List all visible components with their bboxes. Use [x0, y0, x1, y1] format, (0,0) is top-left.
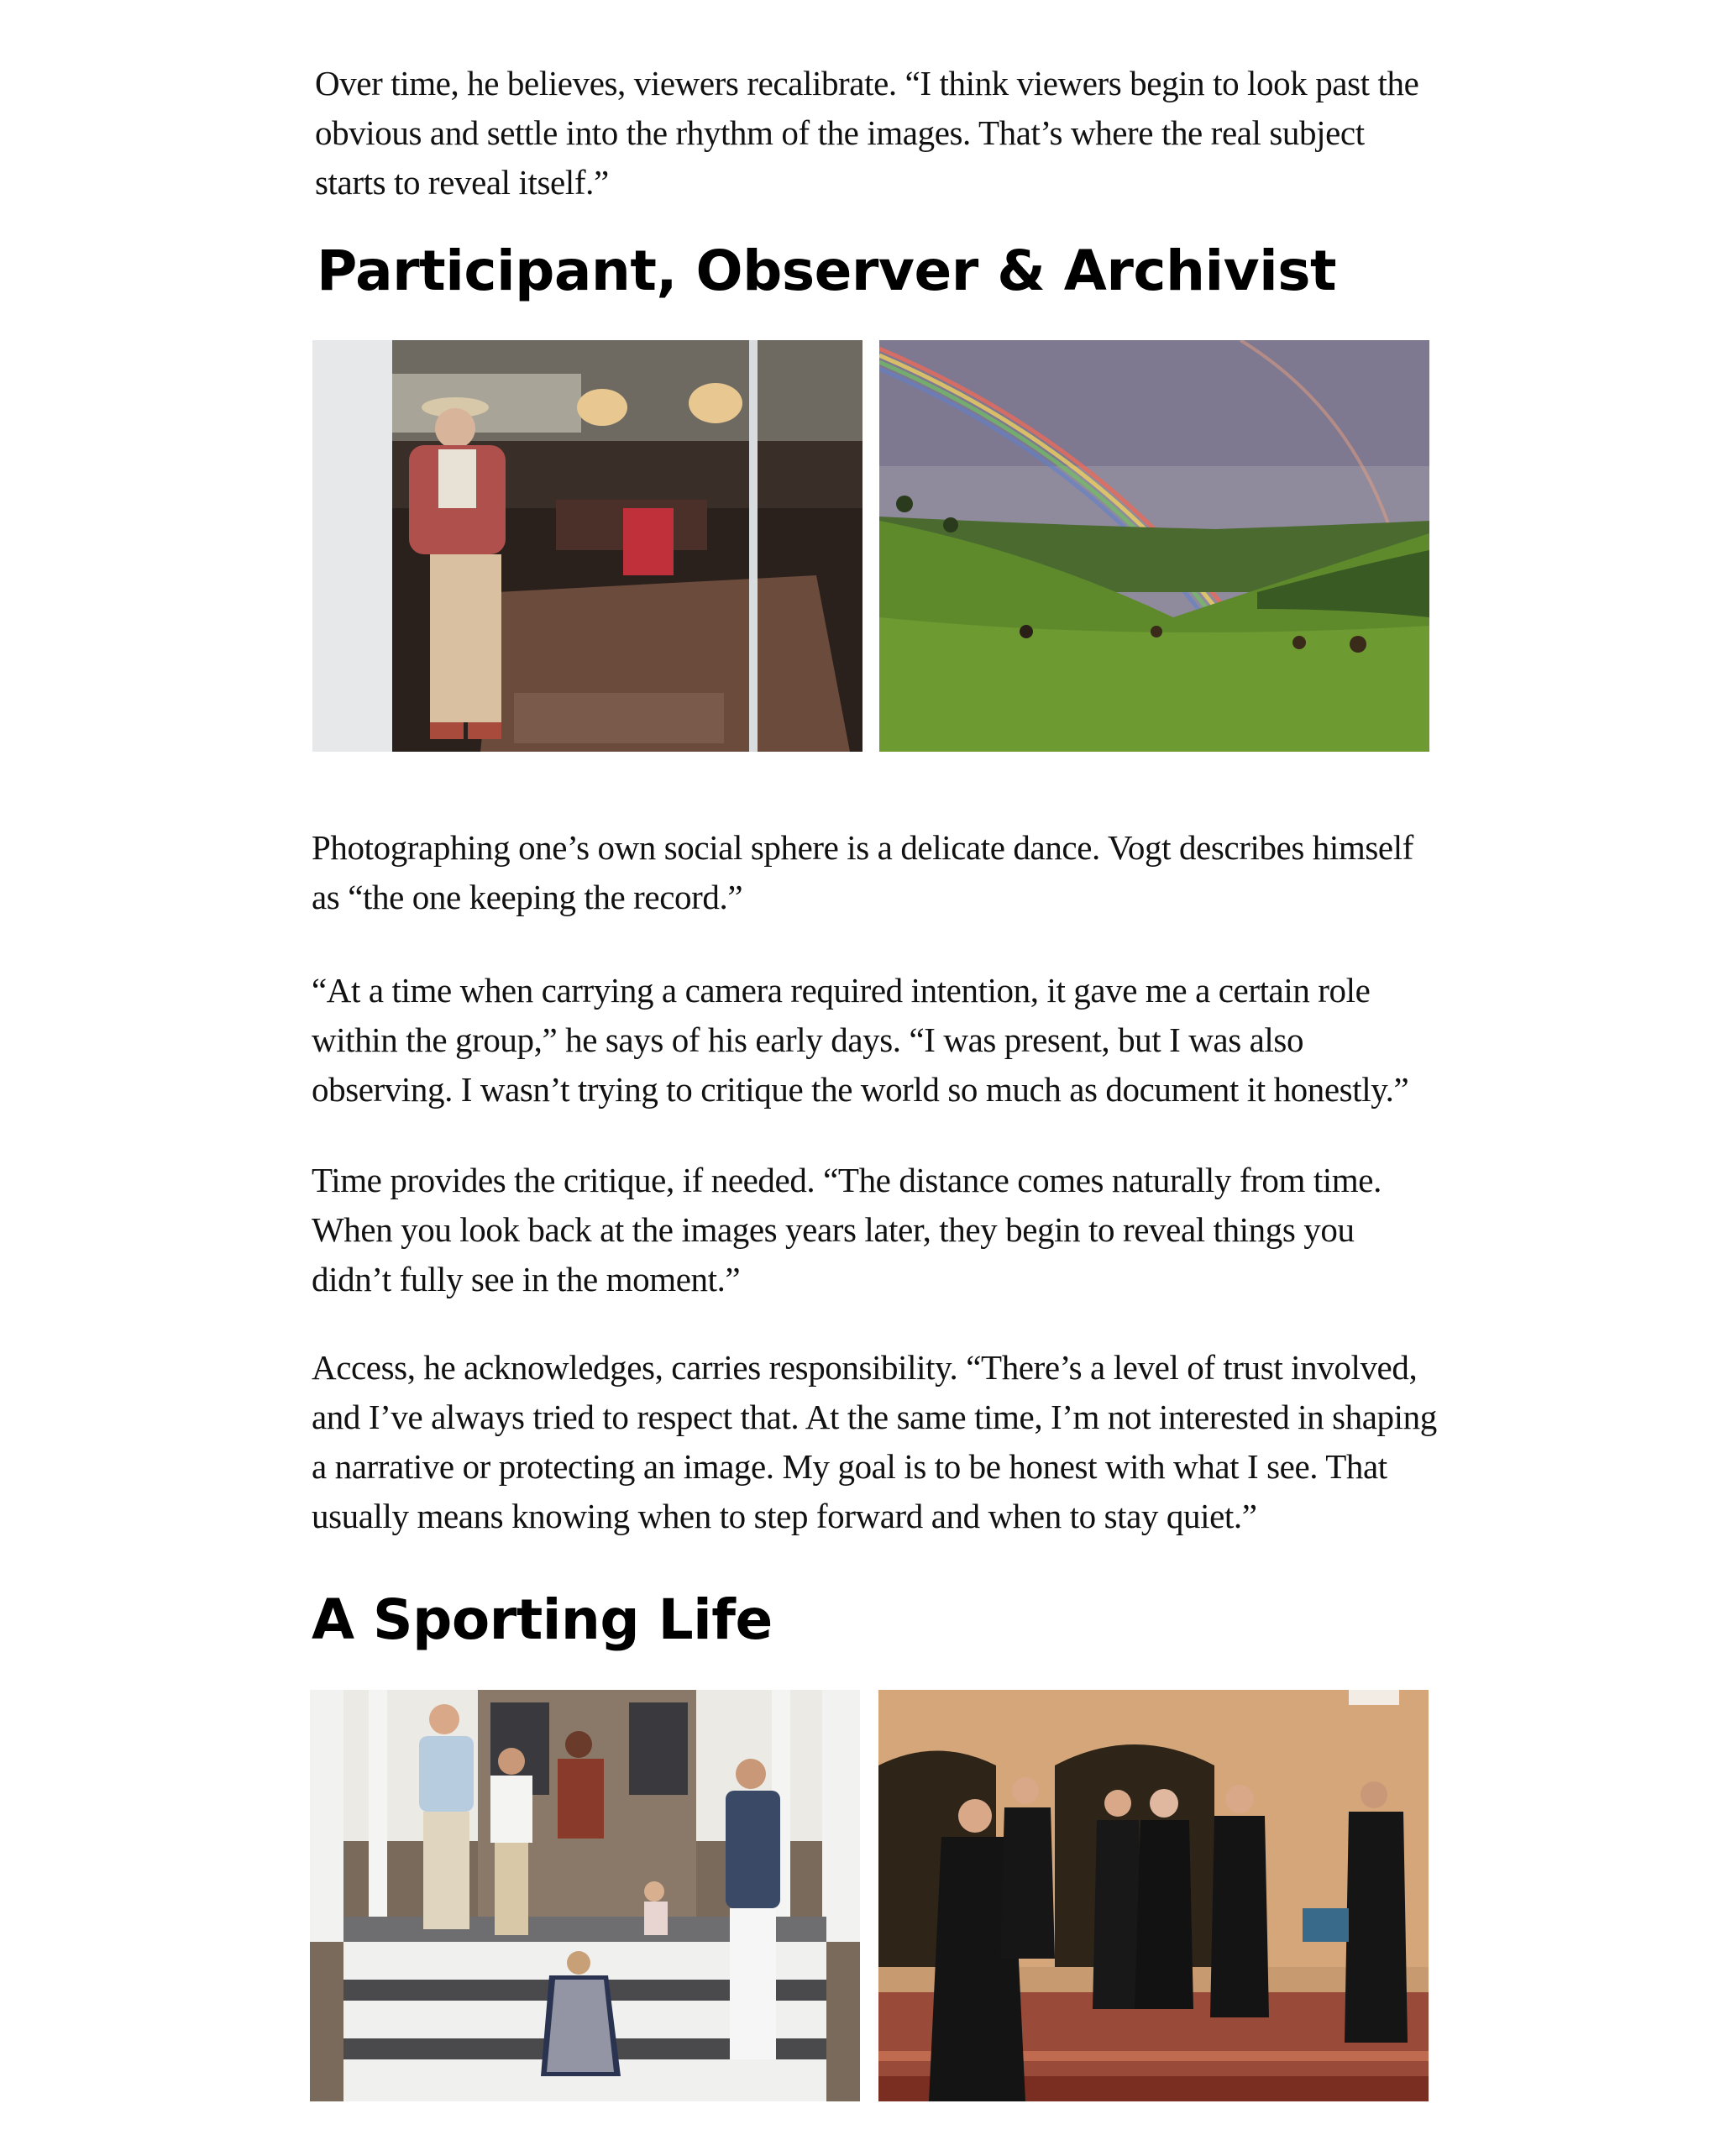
paragraph-2: “At a time when carrying a camera required intention, it gave me a certain role within the group,” he says of his early days. “I was present, but I was also observing. I wasn’t trying to critique the world so much as document it honestly.” [312, 971, 1409, 1109]
photo-man-in-window [312, 340, 862, 752]
section-heading-participant: Participant, Observer & Archivist [317, 239, 1337, 303]
paragraph-4: Access, he acknowledges, carries responsibility. “There’s a level of trust involved, and I’ve always tried to respect that. At the same time, I’m not interested in shaping a narrative or protecting an image. My goal is to be honest with what I see. That usually means knowing when to step forward and when to stay quiet.” [312, 1348, 1437, 1535]
section-heading-sporting-life: A Sporting Life [312, 1587, 773, 1652]
intro-paragraph: Over time, he believes, viewers recalibrate. “I think viewers begin to look past the obvious and settle into the rhythm of the images. That’s where the real subject starts to reveal itself.” [315, 64, 1419, 202]
photo-tuxedo-terrace [878, 1690, 1429, 2101]
photo-porch-gathering [310, 1690, 860, 2101]
photo-rainbow-hills [879, 340, 1429, 752]
paragraph-3: Time provides the critique, if needed. “The distance comes naturally from time. When you look back at the images years later, they begin to reveal things you didn’t fully see in the moment.” [312, 1161, 1382, 1298]
paragraph-1: Photographing one’s own social sphere is a delicate dance. Vogt describes himself as “the one keeping the record.” [312, 828, 1413, 916]
